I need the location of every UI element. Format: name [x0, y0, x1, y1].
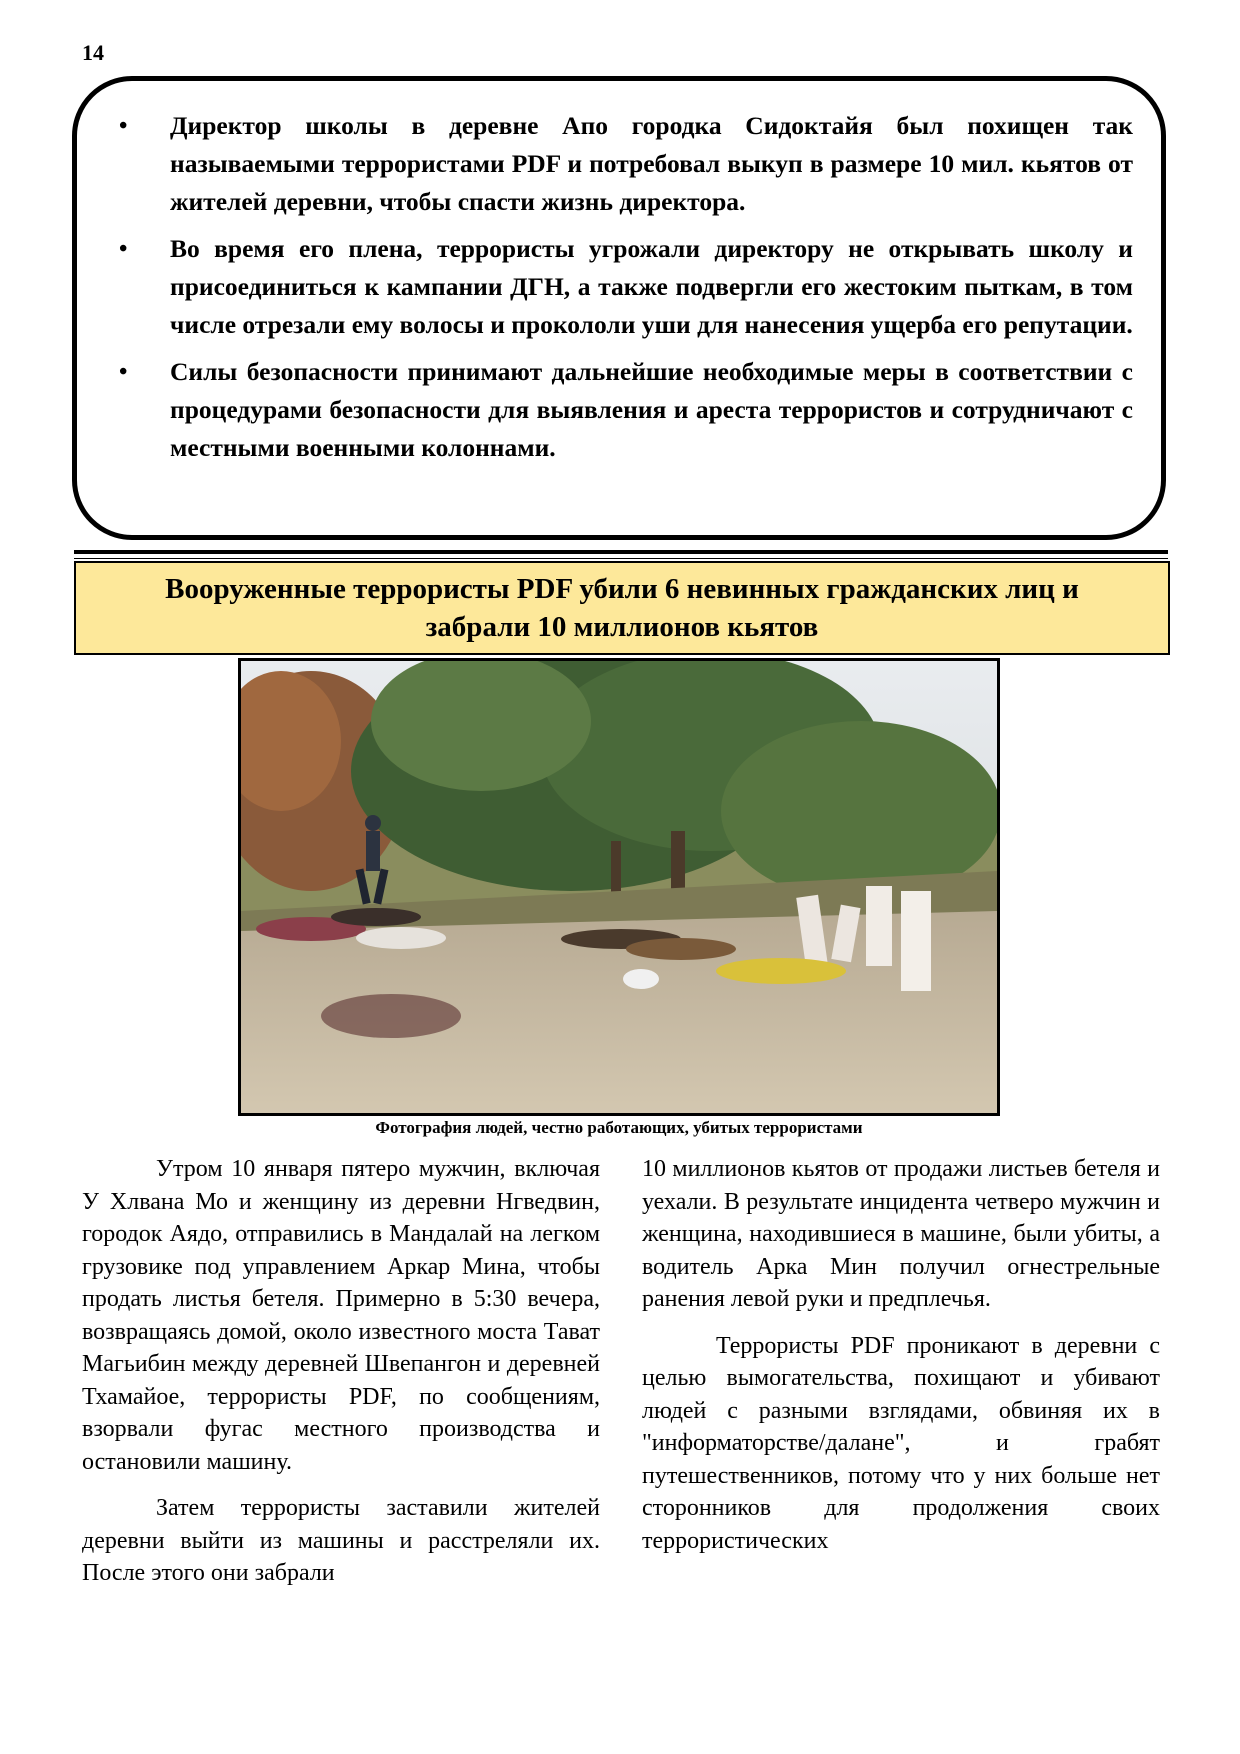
page-number: 14 — [82, 40, 104, 65]
news-photo — [238, 658, 1000, 1116]
photo-caption: Фотография людей, честно работающих, убитых террористами — [375, 1118, 863, 1137]
article-paragraph: Террористы PDF проникают в деревни с целью вымогательства, похищают и убивают людей с разными взглядами, обвиняя их в "информаторстве/далане", и грабят путешественников, потому что у них больше нет сторонников для продолжения своих террористических — [642, 1332, 1160, 1554]
article-paragraph: Затем террористы заставили жителей деревни выйти из машины и расстреляли их. После этого они забрали — [82, 1495, 600, 1586]
article-column-right — [642, 1153, 1160, 1571]
article-paragraph: 10 миллионов кьятов от продажи листьев бетеля и уехали. В результате инцидента четверо мужчин и женщина, находившиеся в машине, были убиты, а водитель Арка Мин получил огнестрельные ранения левой руки и предплечья. — [642, 1156, 1160, 1312]
article-paragraph: Утром 10 января пятеро мужчин, включая У Хлвана Мо и женщину из деревни Нгведвин, городок Аядо, отправились в Мандалай на легком грузовике под управлением Аркар Мина, чтобы продать листья бетеля. Примерно в 5:30 вечера, возвращаясь домой, около известного моста Тават Магьибин между деревней Швепангон и деревней Тхамайое, террористы PDF, по сообщениям, взорвали фугас местного производства и остановили машину. — [82, 1156, 600, 1475]
photo-illustration — [241, 661, 997, 1113]
headline: Вооруженные террористы PDF убили 6 невинных гражданских лиц и забрали 10 миллионов кьятов — [165, 573, 1079, 643]
headline-banner — [74, 561, 1170, 655]
divider — [74, 558, 1168, 559]
bullet-list — [105, 107, 1133, 467]
bullet-item: • Силы безопасности принимают дальнейшие необходимые меры в соответствии с процедурами безопасности для выявления и ареста террористов и сотрудничают с местными военными колоннами. — [105, 353, 1133, 467]
bullet-box — [72, 76, 1166, 540]
article-column-left — [82, 1153, 600, 1604]
divider — [74, 550, 1168, 554]
bullet-item: • Директор школы в деревне Апо городка Сидоктайя был похищен так называемыми террористами PDF и потребовал выкуп в размере 10 мил. кьятов от жителей деревни, чтобы спасти жизнь директора. — [105, 107, 1133, 221]
bullet-item: • Во время его плена, террористы угрожали директору не открывать школу и присоединиться к кампании ДГН, а также подвергли его жестоким пыткам, в том числе отрезали ему волосы и прокололи уши для нанесения ущерба его репутации. — [105, 230, 1133, 344]
